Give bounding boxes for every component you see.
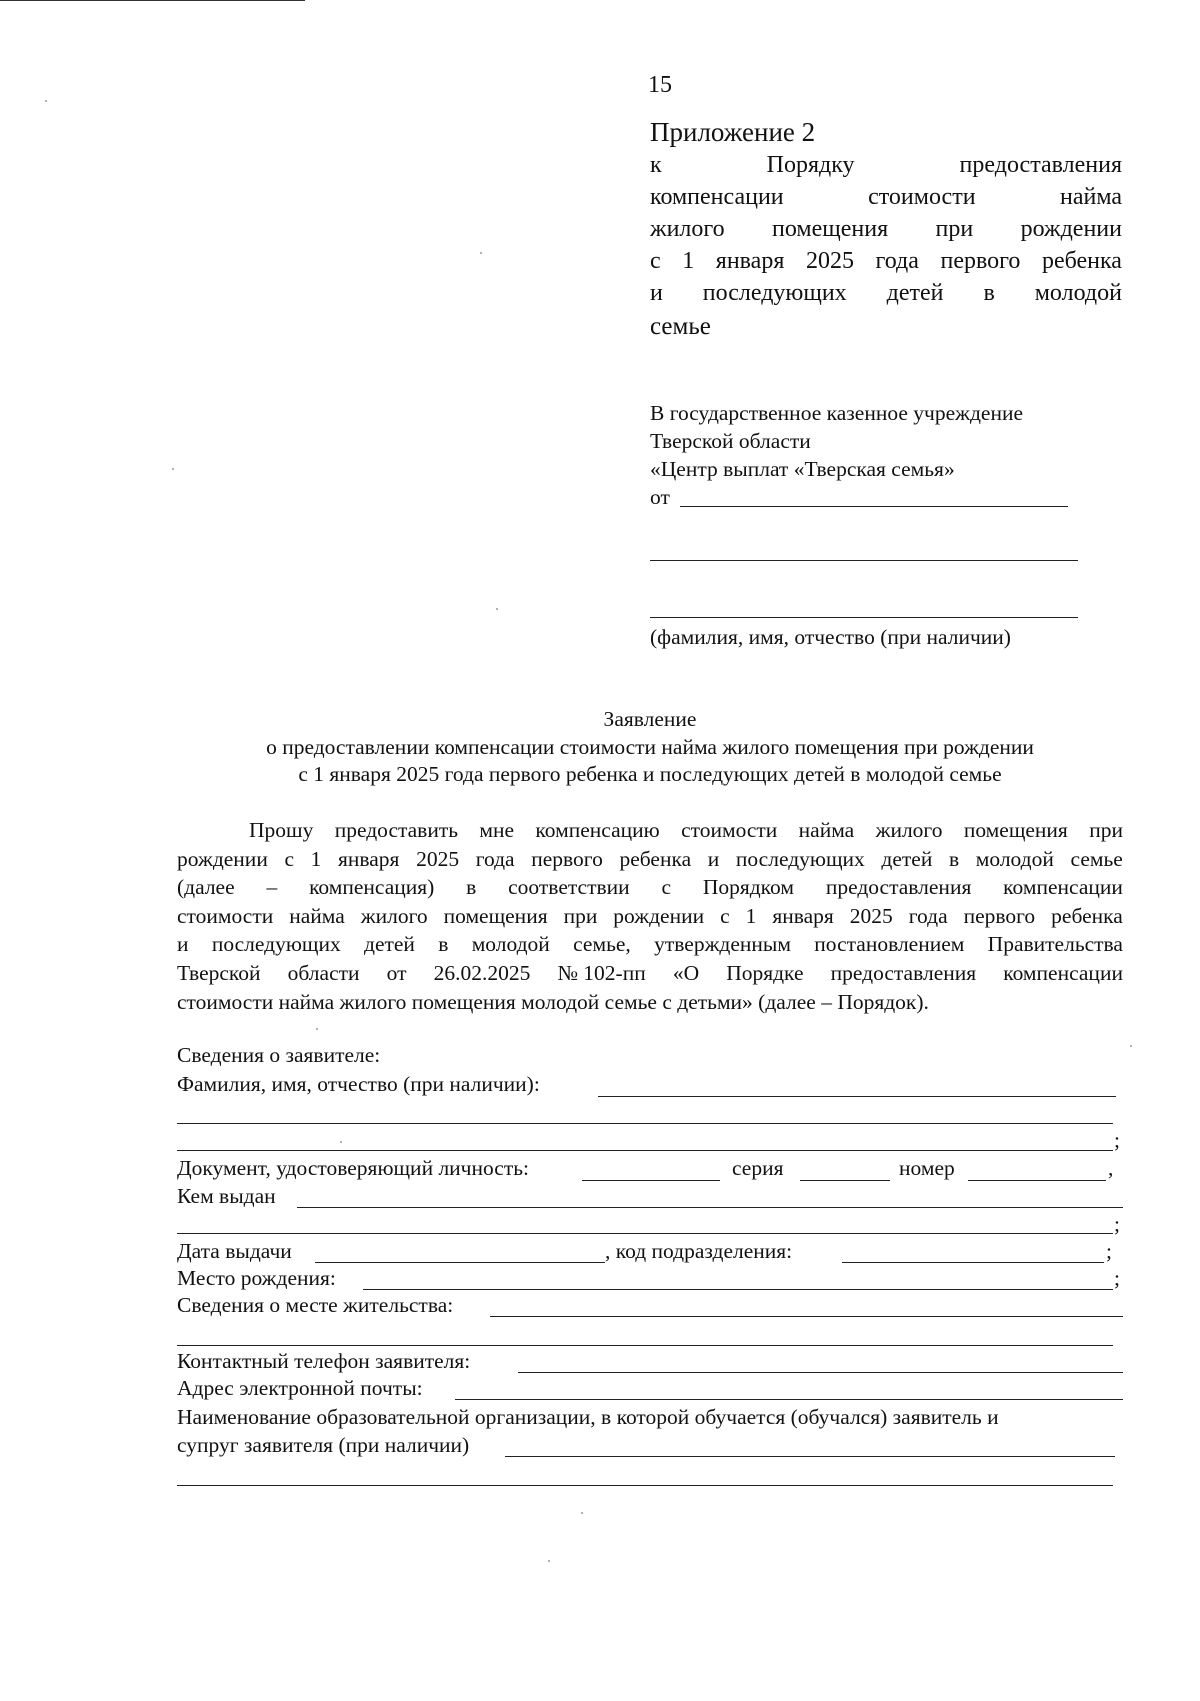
appendix-line — [650, 214, 1122, 244]
statement-subtitle-2: с 1 января 2025 года первого ребенка и последующих детей в молодой семье — [298, 762, 1002, 786]
appendix-word: детей — [886, 280, 944, 306]
appendix-word: жилого — [650, 216, 725, 242]
fio-caption: (фамилия, имя, отчество (при наличии) — [650, 625, 1011, 649]
series-label: серия — [732, 1156, 784, 1180]
appendix-word: предоставления — [959, 152, 1122, 178]
body-word: стоимости — [681, 818, 778, 842]
birthplace-semicolon: ; — [1114, 1266, 1120, 1290]
issued-by-semicolon: ; — [1114, 1212, 1120, 1236]
scan-speck — [340, 1141, 342, 1143]
appendix-word: Порядку — [766, 152, 855, 178]
scan-speck — [45, 100, 47, 102]
body-word: рождении — [613, 903, 705, 928]
body-word: 26.02.2025 — [433, 961, 531, 985]
body-line — [177, 931, 1123, 958]
birthplace-label: Место рождения: — [177, 1266, 336, 1290]
from-label: от — [650, 485, 670, 509]
body-word: компенсация) — [309, 875, 435, 900]
from-line-3[interactable] — [650, 617, 1078, 618]
body-word: последующих — [735, 846, 865, 871]
appendix-word: года — [875, 248, 919, 274]
scan-speck — [316, 1028, 318, 1030]
body-word: в — [438, 932, 449, 957]
appendix-word: первого — [940, 248, 1021, 274]
body-word: последующих — [211, 932, 341, 957]
body-word: предоставления — [825, 875, 972, 900]
body-word: семье — [1070, 846, 1123, 871]
from-line-2[interactable] — [650, 560, 1078, 561]
body-word: компенсации — [1003, 961, 1123, 985]
body-word: помещения — [963, 818, 1068, 842]
birthplace-field[interactable] — [363, 1289, 1113, 1290]
appendix-line — [650, 246, 1122, 276]
body-word: детей — [364, 932, 415, 957]
number-field[interactable] — [968, 1180, 1106, 1181]
body-word: № 102-пп — [557, 961, 646, 985]
residence-label: Сведения о месте жительства: — [177, 1293, 454, 1317]
subdivision-label: , код подразделения: — [605, 1239, 793, 1263]
body-word: найма — [798, 818, 855, 842]
body-word: детей — [881, 846, 933, 871]
body-word: предоставить — [334, 818, 459, 842]
edu-field-2[interactable] — [177, 1485, 1113, 1486]
issued-by-label: Кем выдан — [177, 1184, 276, 1208]
body-word: и — [707, 846, 720, 871]
scan-speck — [548, 1560, 550, 1562]
email-field[interactable] — [455, 1399, 1123, 1400]
number-label: номер — [899, 1156, 955, 1180]
phone-field[interactable] — [518, 1372, 1123, 1373]
body-word: при — [563, 903, 598, 928]
from-line-1[interactable] — [680, 506, 1068, 507]
body-word: молодой — [471, 932, 550, 957]
appendix-word: рождении — [1020, 216, 1122, 242]
body-word: помещения — [443, 903, 548, 928]
residence-field-1[interactable] — [490, 1316, 1123, 1317]
body-word: января — [772, 903, 834, 928]
body-word: от — [386, 961, 407, 985]
body-line — [249, 817, 1123, 844]
appendix-line — [650, 278, 1122, 308]
body-last-line: стоимости найма жилого помещения молодой семье с детьми» (далее – Порядок). — [177, 990, 929, 1014]
body-word: 1 — [745, 903, 757, 928]
body-word: 2025 — [416, 846, 460, 871]
body-word: Правительства — [987, 932, 1123, 957]
fio-field-line-2[interactable] — [177, 1123, 1113, 1124]
appendix-title: Приложение 2 — [650, 117, 816, 147]
doc-type-field[interactable] — [582, 1180, 720, 1181]
body-word: первого — [963, 903, 1036, 928]
body-word: 2025 — [849, 903, 893, 928]
body-word: Тверской — [177, 961, 261, 985]
appendix-word: и — [650, 280, 663, 306]
spouse-label: супруг заявителя (при наличии) — [177, 1433, 470, 1457]
body-word: при — [1089, 818, 1123, 842]
issued-by-field-2[interactable] — [177, 1233, 1113, 1234]
appendix-word: при — [935, 216, 974, 242]
issued-by-field-1[interactable] — [297, 1207, 1123, 1208]
subdivision-field[interactable] — [842, 1262, 1104, 1263]
scan-edge-line — [0, 0, 305, 1]
body-word: ребенка — [1051, 903, 1123, 928]
body-word: соответствии — [508, 875, 630, 900]
body-word: года — [908, 903, 948, 928]
doc-label: Документ, удостоверяющий личность: — [177, 1156, 529, 1180]
issue-date-label: Дата выдачи — [177, 1239, 292, 1263]
appendix-word: в — [983, 280, 995, 306]
body-word: января — [338, 846, 400, 871]
body-word: в — [466, 875, 477, 900]
body-word: компенсации — [1003, 875, 1123, 900]
body-word: молодой — [975, 846, 1054, 871]
body-word: Прошу — [249, 818, 314, 842]
body-line — [177, 874, 1123, 901]
subdivision-semicolon: ; — [1106, 1239, 1112, 1263]
appendix-word: к — [650, 152, 662, 178]
body-line — [177, 846, 1123, 873]
fio-label: Фамилия, имя, отчество (при наличии): — [177, 1072, 540, 1096]
appendix-line — [650, 182, 1122, 212]
appendix-word: января — [715, 248, 785, 274]
edu-field-1[interactable] — [505, 1456, 1115, 1457]
body-word: с — [720, 903, 730, 928]
appendix-word: компенсации — [650, 184, 784, 210]
scan-speck — [172, 468, 174, 470]
scan-speck — [496, 608, 498, 610]
scan-speck — [1130, 1045, 1132, 1047]
body-word: постановлением — [814, 932, 965, 957]
phone-label: Контактный телефон заявителя: — [177, 1349, 471, 1373]
fio-field-line-1[interactable] — [598, 1096, 1116, 1097]
appendix-word: помещения — [772, 216, 889, 242]
body-word: компенсацию — [535, 818, 660, 842]
scan-speck — [480, 252, 482, 254]
body-word: Порядком — [702, 875, 794, 900]
body-word: жилого — [360, 903, 428, 928]
appendix-word: с — [650, 248, 661, 274]
appendix-word: 1 — [682, 248, 695, 274]
body-word: – — [266, 875, 278, 900]
appendix-word: 2025 — [805, 248, 854, 274]
issue-date-field[interactable] — [315, 1262, 605, 1263]
body-word: с — [284, 846, 294, 871]
scan-speck — [581, 1512, 583, 1514]
body-word: области — [287, 961, 360, 985]
body-word: предоставления — [830, 961, 977, 985]
body-word: в — [948, 846, 960, 871]
addressee-line-3: «Центр выплат «Тверская семья» — [650, 457, 955, 481]
email-label: Адрес электронной почты: — [177, 1376, 423, 1400]
appendix-word: молодой — [1034, 280, 1122, 306]
body-word: мне — [479, 818, 515, 842]
body-word: первого — [531, 846, 603, 871]
body-word: утвержденным — [654, 932, 791, 957]
body-line — [177, 903, 1123, 930]
page-number: 15 — [648, 72, 672, 98]
appendix-last-line: семье — [650, 313, 711, 340]
statement-subtitle-1: о предоставлении компенсации стоимости найма жилого помещения при рождении — [266, 735, 1034, 759]
body-word: 1 — [310, 846, 322, 871]
body-word: жилого — [875, 818, 943, 842]
appendix-word: найма — [1059, 184, 1122, 210]
body-word: ребенка — [619, 846, 692, 871]
body-line — [177, 960, 1123, 987]
appendix-word: ребенка — [1041, 248, 1122, 274]
body-word: найма — [289, 903, 345, 928]
appendix-word: последующих — [702, 280, 847, 306]
appendix-line — [650, 150, 1122, 180]
number-comma: , — [1108, 1156, 1114, 1180]
body-word: года — [475, 846, 515, 871]
body-word: (далее — [177, 875, 235, 900]
statement-title: Заявление — [603, 707, 697, 731]
addressee-line-1: В государственное казенное учреждение — [650, 401, 1024, 425]
applicant-section-title: Сведения о заявителе: — [177, 1043, 381, 1067]
body-word: «О — [672, 961, 700, 985]
fio-semicolon: ; — [1114, 1128, 1120, 1152]
fio-field-line-3[interactable] — [177, 1150, 1113, 1151]
body-word: Порядке — [726, 961, 804, 985]
addressee-line-2: Тверской области — [650, 429, 811, 453]
body-word: рождении — [177, 846, 268, 871]
edu-label: Наименование образовательной организации, в которой обучается (обучался) заявитель и — [177, 1405, 999, 1429]
body-word: семье, — [573, 932, 631, 957]
body-word: с — [661, 875, 671, 900]
series-field[interactable] — [800, 1180, 890, 1181]
body-word: и — [177, 932, 189, 957]
appendix-word: стоимости — [868, 184, 976, 210]
residence-field-2[interactable] — [177, 1345, 1113, 1346]
body-word: стоимости — [177, 903, 274, 928]
